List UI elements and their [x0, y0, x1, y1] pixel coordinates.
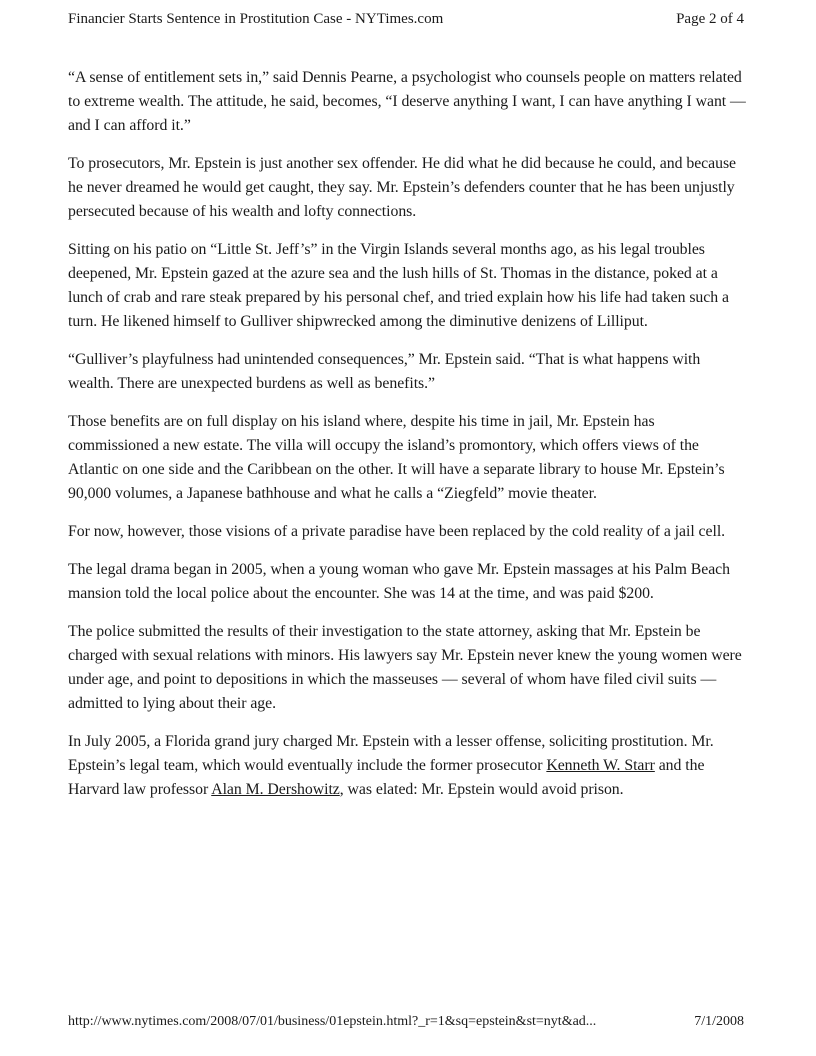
page-footer: [68, 1012, 744, 1032]
paragraph-9-text-3: , was elated: Mr. Epstein would avoid prison.: [339, 781, 624, 798]
paragraph-1: “A sense of entitlement sets in,” said Dennis Pearne, a psychologist who counsels people on matters related to extreme wealth. The attitude, he said, becomes, “I deserve anything I want, I can have anything I want — and I can afford it.”: [68, 69, 746, 134]
paragraph-5: Those benefits are on full display on his island where, despite his time in jail, Mr. Epstein has commissioned a new estate. The villa will occupy the island’s promontory, which offers views of the Atlantic on one side and the Caribbean on the other. It will have a separate library to house Mr. Epstein’s 90,000 volumes, a Japanese bathhouse and what he calls a “Ziegfeld” movie theater.: [68, 413, 725, 502]
footer-url: http://www.nytimes.com/2008/07/01/business/01epstein.html?_r=1&sq=epstein&st=nyt&ad...: [68, 1014, 597, 1029]
page-header: [68, 9, 744, 29]
paragraph-9-text-1: In July 2005, a Florida grand jury charged Mr. Epstein with a lesser offense, soliciting prostitution. Mr. Epstein’s legal team, which would eventually include the former prosecutor: [68, 733, 714, 774]
article-body: [68, 66, 746, 816]
kenneth-starr-link[interactable]: Kenneth W. Starr: [546, 757, 655, 774]
footer-date: 7/1/2008: [694, 1014, 744, 1029]
alan-dershowitz-link[interactable]: Alan M. Dershowitz: [211, 781, 340, 798]
paragraph-9-text-2: and the Harvard law professor: [68, 757, 705, 798]
paragraph-2: To prosecutors, Mr. Epstein is just another sex offender. He did what he did because he could, and because he never dreamed he would get caught, they say. Mr. Epstein’s defenders counter that he has been unjustly persecuted because of his wealth and lofty connections.: [68, 155, 736, 220]
paragraph-8: The police submitted the results of their investigation to the state attorney, asking that Mr. Epstein be charged with sexual relations with minors. His lawyers say Mr. Epstein never knew the young women were under age, and point to depositions in which the masseuses — several of whom have filed civil suits — admitted to lying about their age.: [68, 623, 742, 712]
page-title: Financier Starts Sentence in Prostitution Case - NYTimes.com: [68, 11, 444, 27]
paragraph-4: “Gulliver’s playfulness had unintended consequences,” Mr. Epstein said. “That is what happens with wealth. There are unexpected burdens as well as benefits.”: [68, 351, 701, 392]
paragraph-3: Sitting on his patio on “Little St. Jeff’s” in the Virgin Islands several months ago, as his legal troubles deepened, Mr. Epstein gazed at the azure sea and the lush hills of St. Thomas in the distance, poked at a lunch of crab and rare steak prepared by his personal chef, and tried explain how his life had taken such a turn. He likened himself to Gulliver shipwrecked among the diminutive denizens of Lilliput.: [68, 241, 729, 330]
paragraph-6: For now, however, those visions of a private paradise have been replaced by the cold reality of a jail cell.: [68, 523, 726, 540]
paragraph-7: The legal drama began in 2005, when a young woman who gave Mr. Epstein massages at his Palm Beach mansion told the local police about the encounter. She was 14 at the time, and was paid $200.: [68, 561, 730, 602]
paragraph-9: [68, 730, 746, 802]
page-number: Page 2 of 4: [676, 11, 744, 27]
